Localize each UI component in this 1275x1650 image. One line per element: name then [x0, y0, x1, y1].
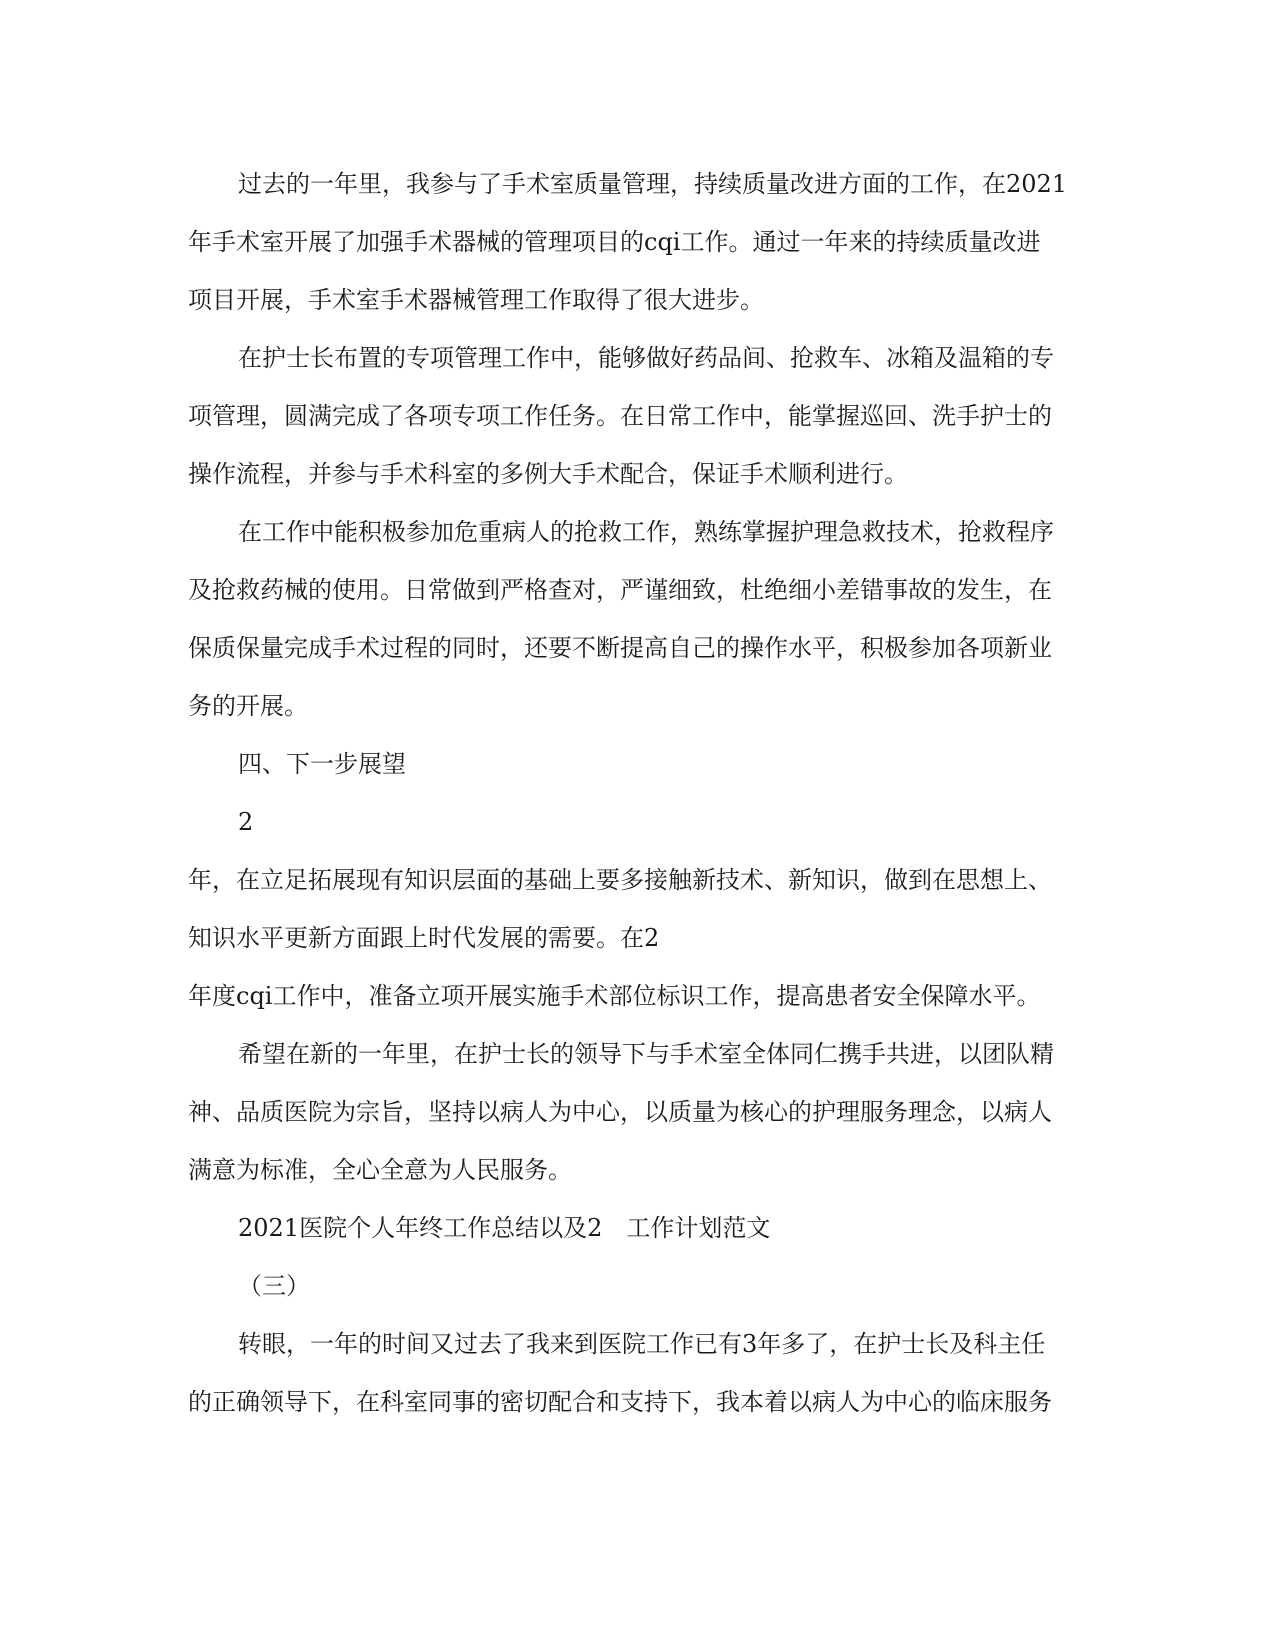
paragraph-line: 项目开展，手术室手术器械管理工作取得了很大进步。 — [188, 286, 764, 314]
paragraph-line: 务的开展。 — [188, 692, 308, 720]
article-title: 2021医院个人年终工作总结以及2 工作计划范文 — [238, 1214, 771, 1242]
section-heading: 四、下一步展望 — [238, 750, 406, 778]
paragraph-line: 保质保量完成手术过程的同时，还要不断提高自己的操作水平，积极参加各项新业 — [188, 634, 1052, 662]
paragraph-line: 操作流程，并参与手术科室的多例大手术配合，保证手术顺利进行。 — [188, 460, 908, 488]
paragraph-line: 在工作中能积极参加危重病人的抢救工作，熟练掌握护理急救技术，抢救程序 — [238, 518, 1054, 546]
paragraph-line: 的正确领导下，在科室同事的密切配合和支持下，我本着以病人为中心的临床服务 — [188, 1388, 1052, 1416]
paragraph-line: 转眼，一年的时间又过去了我来到医院工作已有3年多了，在护士长及科主任 — [238, 1330, 1046, 1358]
paragraph-line: 年度cqi工作中，准备立项开展实施手术部位标识工作，提高患者安全保障水平。 — [188, 982, 1041, 1010]
paragraph-line: 满意为标准，全心全意为人民服务。 — [188, 1156, 572, 1184]
paragraph-line: 神、品质医院为宗旨，坚持以病人为中心，以质量为核心的护理服务理念，以病人 — [188, 1098, 1052, 1126]
paragraph-line: 项管理，圆满完成了各项专项工作任务。在日常工作中，能掌握巡回、洗手护士的 — [188, 402, 1052, 430]
paragraph-line: 在护士长布置的专项管理工作中，能够做好药品间、抢救车、冰箱及温箱的专 — [238, 344, 1054, 372]
paragraph-line: 2 — [238, 808, 254, 836]
paragraph-line: 过去的一年里，我参与了手术室质量管理，持续质量改进方面的工作，在2021 — [238, 170, 1068, 198]
paragraph-line: 希望在新的一年里，在护士长的领导下与手术室全体同仁携手共进，以团队精 — [238, 1040, 1054, 1068]
article-subtitle: （三） — [238, 1272, 310, 1300]
paragraph-line: 年，在立足拓展现有知识层面的基础上要多接触新技术、新知识，做到在思想上、 — [188, 866, 1052, 894]
paragraph-line: 知识水平更新方面跟上时代发展的需要。在2 — [188, 924, 660, 952]
paragraph-line: 年手术室开展了加强手术器械的管理项目的cqi工作。通过一年来的持续质量改进 — [188, 228, 1041, 256]
paragraph-line: 及抢救药械的使用。日常做到严格查对，严谨细致，杜绝细小差错事故的发生，在 — [188, 576, 1052, 604]
